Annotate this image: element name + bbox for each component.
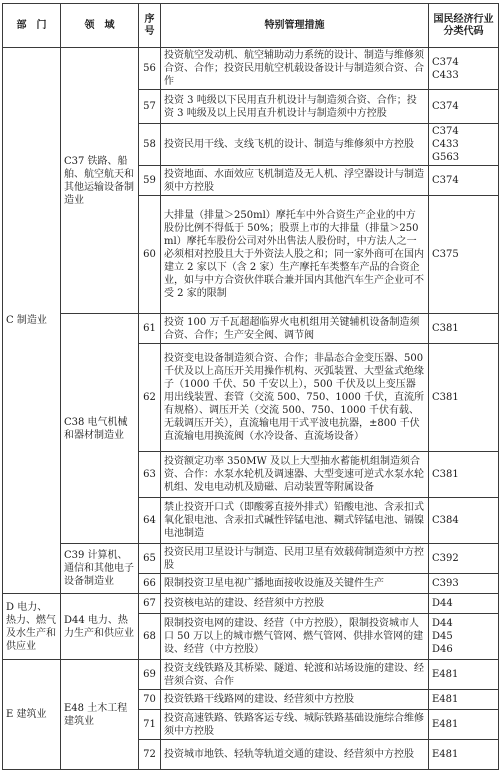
row-number: 66 bbox=[139, 574, 161, 594]
dept-cell: E 建筑业 bbox=[3, 660, 61, 770]
table-row bbox=[3, 544, 499, 574]
code-cell bbox=[429, 314, 499, 344]
field-cell: C37 铁路、船舶、航空航天和其他运输设备制造业 bbox=[61, 48, 139, 314]
industry-code: D45 bbox=[432, 631, 453, 642]
industry-code: C375 bbox=[432, 249, 459, 260]
code-cell bbox=[429, 124, 499, 166]
industry-code: C381 bbox=[432, 323, 459, 334]
row-number: 67 bbox=[139, 594, 161, 614]
field-cell: C39 计算机、通信和其他电子设备制造业 bbox=[61, 544, 139, 594]
code-cell bbox=[429, 740, 499, 770]
row-number: 61 bbox=[139, 314, 161, 344]
table-row bbox=[3, 48, 499, 90]
row-number: 59 bbox=[139, 166, 161, 196]
measure-text: 大排量（排量＞250ml）摩托车中外合资生产企业的中方股份比例不得低于 50%；股票上市的大排量（排量＞250ml）摩托车股份公司对外出售法人股份时，中方法人之一必须相对控股且大于外资法人股之和；同一家外商可在国内建立 2 家以下（含 2 家）生产摩托车类整车产品的合资企业，如与中方合资伙伴联合兼并国内其他汽车生产企业可不受 2 家的限制 bbox=[161, 196, 429, 314]
row-number: 60 bbox=[139, 196, 161, 314]
industry-code: D46 bbox=[432, 644, 453, 655]
code-cell bbox=[429, 344, 499, 452]
row-number: 71 bbox=[139, 710, 161, 740]
header-row bbox=[3, 4, 499, 48]
industry-code: C384 bbox=[432, 515, 459, 526]
table-row bbox=[3, 594, 499, 614]
measure-text: 投资城市地铁、轻轨等轨道交通的建设、经营须中方控股 bbox=[161, 740, 429, 770]
row-number: 68 bbox=[139, 614, 161, 660]
industry-code: G563 bbox=[432, 152, 460, 163]
industry-code: C374 bbox=[432, 101, 459, 112]
measure-text: 限制投资卫星电视广播地面接收设施及关键件生产 bbox=[161, 574, 429, 594]
code-cell bbox=[429, 614, 499, 660]
row-number: 58 bbox=[139, 124, 161, 166]
measure-text: 投资核电站的建设、经营须中方控股 bbox=[161, 594, 429, 614]
header-measure: 特别管理措施 bbox=[161, 4, 429, 48]
measure-text: 投资民用干线、支线飞机的设计、制造与维修须中方控股 bbox=[161, 124, 429, 166]
measure-text: 投资 3 吨级以下民用直升机设计与制造须合资、合作；投资 3 吨级及以上民用直升机设计与制造须中方控股 bbox=[161, 90, 429, 124]
measure-text: 限制投资电网的建设、经营（中方控股），限制投资城市人口 50 万以上的城市燃气管网、燃气管网、供排水管网的建设、经营（中方控股） bbox=[161, 614, 429, 660]
code-cell bbox=[429, 574, 499, 594]
industry-code: C433 bbox=[432, 69, 459, 81]
code-cell bbox=[429, 166, 499, 196]
row-number: 69 bbox=[139, 660, 161, 690]
industry-code: E481 bbox=[432, 719, 459, 730]
header-dept: 部 门 bbox=[3, 4, 61, 48]
industry-code: C374 bbox=[432, 56, 459, 68]
measure-text: 投资民用卫星设计与制造、民用卫星有效载荷制造须中方控股 bbox=[161, 544, 429, 574]
measure-text: 投资地面、水面效应飞机制造及无人机、浮空器设计与制造须中方控股 bbox=[161, 166, 429, 196]
management-measures-table bbox=[2, 3, 499, 770]
dept-cell: C 制造业 bbox=[3, 48, 61, 594]
table-row bbox=[3, 314, 499, 344]
row-number: 56 bbox=[139, 48, 161, 90]
industry-code: C393 bbox=[432, 578, 459, 589]
row-number: 62 bbox=[139, 344, 161, 452]
code-cell bbox=[429, 90, 499, 124]
code-cell bbox=[429, 710, 499, 740]
industry-code: C381 bbox=[432, 392, 459, 403]
field-cell: E48 土木工程建筑业 bbox=[61, 660, 139, 770]
industry-code: D44 bbox=[432, 598, 453, 609]
code-cell bbox=[429, 48, 499, 90]
row-number: 57 bbox=[139, 90, 161, 124]
dept-cell: D 电力、热力、燃气及水生产和供应业 bbox=[3, 594, 61, 660]
field-cell: D44 电力、热力生产和供应业 bbox=[61, 594, 139, 660]
code-cell bbox=[429, 660, 499, 690]
industry-code: C374 bbox=[432, 175, 459, 186]
industry-code: E481 bbox=[432, 669, 459, 680]
industry-code: C374 bbox=[432, 126, 459, 137]
row-number: 70 bbox=[139, 690, 161, 710]
measure-text: 投资额定功率 350MW 及以上大型抽水蓄能机组制造须合资、合作：水泵水轮机及调速器、大型变速可逆式水泵水轮机组、发电电动机及励磁、启动装置等附属设备 bbox=[161, 452, 429, 498]
row-number: 65 bbox=[139, 544, 161, 574]
measure-text: 投资变电设备制造须合资、合作；非晶态合金变压器、500 千伏及以上高压开关用操作机构、灭弧装置、大型盆式绝缘子（1000 千伏、50 千安以上），500 千伏及以上变压器用出线装置、套管（交流 500、750、1000 千伏，直流所有规格）、调压开关（交流 500、750、1000 千伏有载、无载调压开关），直流输电用干式平波电抗器，±800 千伏直流输电用换流阀（水冷设备、直流场设备） bbox=[161, 344, 429, 452]
table-row bbox=[3, 660, 499, 690]
row-number: 72 bbox=[139, 740, 161, 770]
field-cell: C38 电气机械和器材制造业 bbox=[61, 314, 139, 544]
code-cell bbox=[429, 498, 499, 544]
measure-text: 禁止投资开口式（即酸雾直接外排式）铅酸电池、含汞扣式氧化银电池、含汞扣式碱性锌锰电池、糊式锌锰电池、镉镍电池制造 bbox=[161, 498, 429, 544]
industry-code: E481 bbox=[432, 694, 459, 705]
code-cell bbox=[429, 196, 499, 314]
measure-text: 投资航空发动机、航空辅助动力系统的设计、制造与维修须合资、合作；投资民用航空机载设备设计与制造须合资、合作 bbox=[161, 48, 429, 90]
code-cell bbox=[429, 594, 499, 614]
industry-code: C392 bbox=[432, 553, 459, 564]
code-cell bbox=[429, 544, 499, 574]
header-field: 领 域 bbox=[61, 4, 139, 48]
measure-text: 投资 100 万千瓦超超临界火电机组用关键辅机设备制造须合资、合作；生产安全阀、调节阀 bbox=[161, 314, 429, 344]
industry-code: D44 bbox=[432, 618, 453, 629]
measure-text: 投资高速铁路、铁路客运专线、城际铁路基础设施综合维修须中方控股 bbox=[161, 710, 429, 740]
row-number: 63 bbox=[139, 452, 161, 498]
code-cell bbox=[429, 452, 499, 498]
code-cell bbox=[429, 690, 499, 710]
header-no: 序号 bbox=[139, 4, 161, 48]
measure-text: 投资支线铁路及其桥梁、隧道、轮渡和站场设施的建设、经营须合资、合作 bbox=[161, 660, 429, 690]
industry-code: C381 bbox=[432, 469, 459, 480]
industry-code: E481 bbox=[432, 749, 459, 760]
row-number: 64 bbox=[139, 498, 161, 544]
measure-text: 投资铁路干线路网的建设、经营须中方控股 bbox=[161, 690, 429, 710]
header-code: 国民经济行业分类代码 bbox=[429, 4, 499, 48]
industry-code: C433 bbox=[432, 139, 459, 150]
